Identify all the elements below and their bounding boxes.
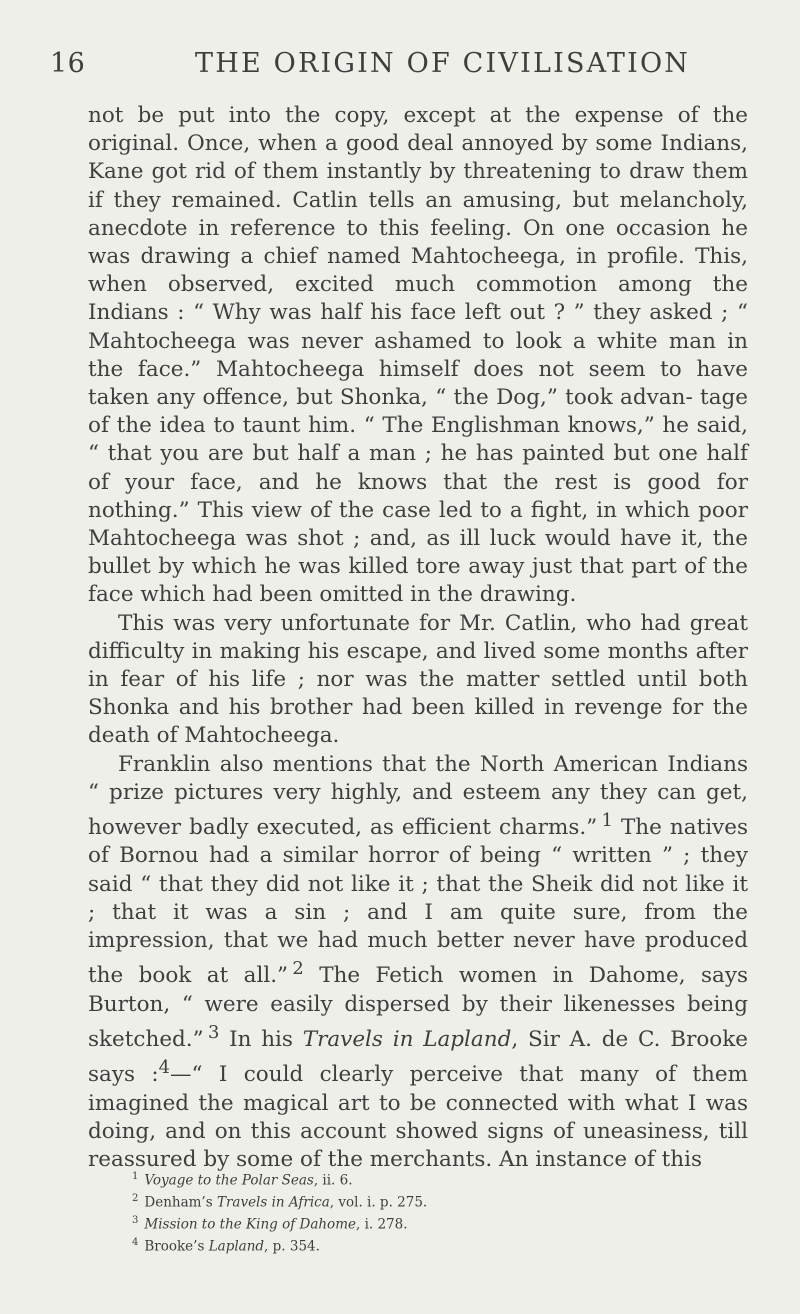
footnote-title: Travels in Africa [216,1194,330,1211]
footnote-ref-3: 3 [207,1021,220,1043]
paragraph-3-text-c: The Fetich women in Dahome, says Burton, “ were easily dispersed by their likenesses being sketched.” [88,963,749,1052]
footnote-title: Lapland [208,1238,265,1255]
footnote-number: 2 [132,1193,139,1204]
paragraph-2: This was very unfortunate for Mr. Catlin, who had great difficulty in making his escape, and lived some months after in fear of his life ; nor was the matter settled until both Shonka and his brother had been killed in revenge for the death of Mahtocheega. [88,610,748,749]
body-text [88,102,748,1174]
footnote-ref-1: 1 [601,810,613,832]
footnote-number: 4 [132,1237,139,1248]
page-header [50,48,750,88]
book-title-travels-in-lapland: Travels in Lapland [302,1026,512,1052]
footnote-2: $^2$ Denham’s Travels in Africa, vol. i. p. 275. [132,1193,428,1211]
footnote-number: 1 [132,1171,139,1182]
footnote-4: $^4$ Brooke’s Lapland, p. 354. [132,1237,320,1255]
paragraph-3-text-d: In his [219,1026,303,1052]
footnote-ref-2: 2 [292,958,304,980]
footnote-title: Voyage to the Polar Seas [144,1172,314,1189]
footnote-title: Mission to the King of Dahome [144,1216,356,1233]
footnote-number: 3 [132,1215,139,1226]
paragraph-1: not be put into the copy, except at the expense of the original. Once, when a good deal annoyed by some Indians, Kane got rid of them instantly by threatening to draw them if they remained. Catlin tells an amusing, but melancholy, anecdote in reference to this feeling. On one occasion he was drawing a chief named Mahtocheega, in profile. This, when observed, excited much commotion among the Indians : “ Why was half his face left out ? ” they asked ; “ Mahtocheega was never ashamed to look a white man in the face.” Mahtocheega himself does not seem to have taken any offence, but Shonka, “ the Dog,” took advan- tage of the idea to taunt him. “ The Englishman knows,” he said, “ that you are but half a man ; he has painted but one half of your face, and he knows that the rest is good for nothing.” This view of the case led to a fight, in which poor Mahtocheega was shot ; and, as ill luck would have it, the bullet by which he was killed tore away just that part of the face which had been omitted in the drawing. [88,103,748,608]
paragraph-3 [88,751,748,1174]
footnotes [132,1168,732,1256]
page-number: 16 [50,48,86,79]
paragraph-3-text-e: , Sir A. de C. Brooke says : [88,1026,748,1088]
footnote-3: $^3$ Mission to the King of Dahome, i. 278. [132,1215,408,1233]
footnote-1: $^1$ Voyage to the Polar Seas, ii. 6. [132,1171,353,1189]
running-title: THE ORIGIN OF CIVILISATION [195,48,691,79]
footnote-ref-4: 4 [158,1057,171,1079]
paragraph-3-text-a: Franklin also mentions that the North American Indians “ prize pictures very highly, and esteem any they can get, however badly executed, as efficient charms.” [88,751,748,841]
paragraph-3-text-f: —“ I could clearly perceive that many of them imagined the magical art to be connected with what I was doing, and on this account showed signs of uneasiness, till reassured by some of the merchants. An instance of this [88,1062,749,1172]
paragraph-3-text-b: The natives of Bornou had a similar horror of being “ written ” ; they said “ that they did not like it ; that the Sheik did not like it ; that it was a sin ; and I am quite sure, from the impression, that we had much better never have produced the book at all.” [88,815,749,989]
